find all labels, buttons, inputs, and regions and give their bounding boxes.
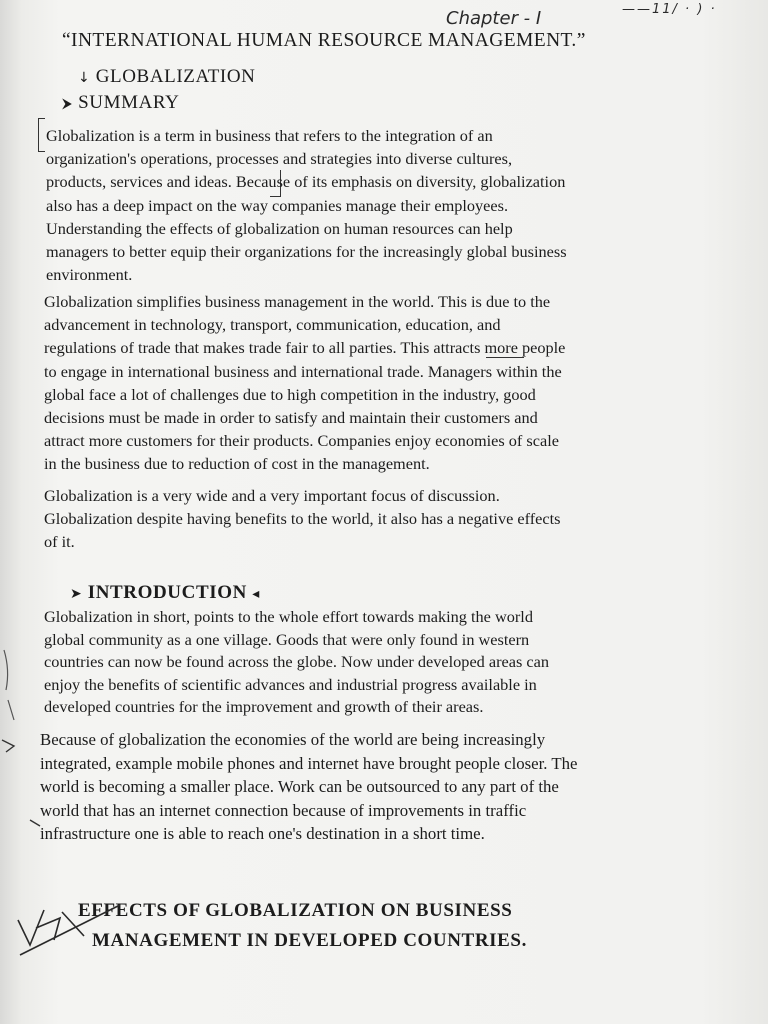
text-line: decisions must be made in order to satisfy and maintain their customers and (44, 408, 538, 428)
text-line: Globalization despite having benefits to the world, it also has a negative effects (44, 509, 561, 529)
heading-globalization-text: GLOBALIZATION (95, 66, 256, 87)
text-line: organization's operations, processes and strategies into diverse cultures, (46, 149, 513, 169)
text-line: Globalization in short, points to the whole effort towards making the world (44, 607, 533, 626)
heading-effects-line-2: MANAGEMENT IN DEVELOPED COUNTRIES. (92, 930, 527, 951)
text-line: world is becoming a smaller place. Work can be outsourced to any part of the (40, 777, 559, 797)
text-line: to engage in international business and international trade. Managers within the (44, 361, 562, 381)
arrow-icon: ⮞ (62, 96, 73, 112)
text-line: regulations of trade that makes trade fair to all parties. This attracts more people (44, 338, 566, 358)
text-line: integrated, example mobile phones and internet have brought people closer. The (40, 753, 578, 773)
text-line: Globalization simplifies business management in the world. This is due to the (44, 292, 551, 311)
text-line: Understanding the effects of globalization on human resources can help (46, 218, 513, 238)
text-line: environment. (46, 265, 133, 285)
text-line: Globalization is a very wide and a very important focus of discussion. (44, 486, 500, 505)
text-line: global community as a one village. Goods that were only found in western (44, 629, 530, 649)
bullet-icon: ↓ (78, 70, 91, 86)
text-line: world that has an internet connection because of improvements in traffic (40, 800, 527, 820)
text-line: global face a lot of challenges due to high competition in the industry, good (44, 384, 536, 404)
text-line: in the business due to reduction of cost in the management. (44, 454, 430, 474)
text-line: Globalization is a term in business that refers to the integration of an (46, 126, 493, 145)
text-line: enjoy the benefits of scientific advances and industrial progress available in (44, 674, 537, 694)
handwritten-chapter-note: Chapter - I (446, 8, 542, 29)
text-line: managers to better equip their organizations for the increasingly global business (46, 242, 567, 262)
text-line: attract more customers for their products. Companies enjoy economies of scale (44, 431, 559, 451)
text-line: developed countries for the improvement and growth of their areas. (44, 697, 484, 717)
handwritten-corner-mark: ——11/ · ) · (622, 2, 717, 17)
text-line: also has a deep impact on the way companies manage their employees. (46, 195, 509, 215)
text-line: advancement in technology, transport, communication, education, and (44, 315, 501, 335)
text-line: countries can now be found across the globe. Now under developed areas can (44, 652, 549, 672)
document-title: “INTERNATIONAL HUMAN RESOURCE MANAGEMENT.” (62, 30, 586, 51)
heading-introduction-text: INTRODUCTION (87, 582, 247, 603)
arrow-icon: ➤ (70, 586, 83, 602)
heading-summary-text: SUMMARY (78, 92, 180, 113)
text-line: of it. (44, 532, 75, 552)
text-line: infrastructure one is able to reach one's destination in a short time. (40, 824, 485, 844)
text-line: products, services and ideas. Because of its emphasis on diversity, globalization (46, 172, 566, 192)
text-line: Because of globalization the economies of the world are being increasingly (40, 730, 546, 749)
heading-effects-line-1: EFFECTS OF GLOBALIZATION ON BUSINESS (78, 900, 513, 921)
pen-tick-icon: ◂ (252, 586, 260, 602)
